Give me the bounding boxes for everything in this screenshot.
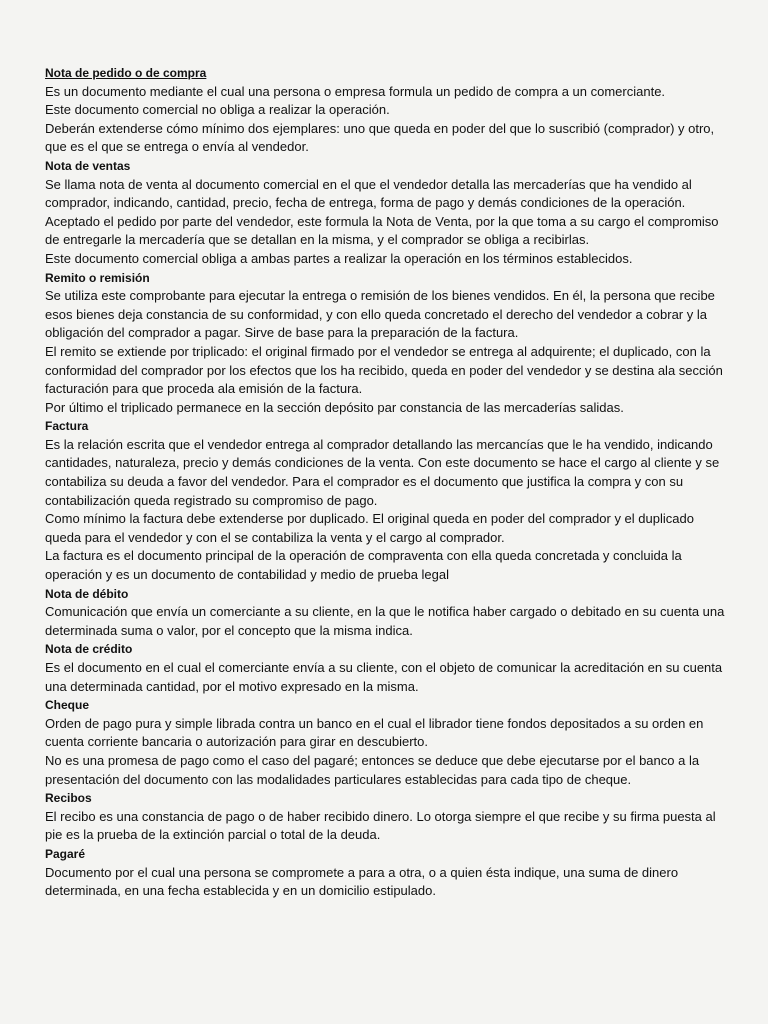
section-heading: Nota de pedido o de compra <box>45 66 207 80</box>
paragraph: Este documento comercial no obliga a realizar la operación. <box>45 102 390 118</box>
section-factura <box>45 417 730 584</box>
section-nota-de-ventas <box>45 157 730 269</box>
paragraph: La factura es el documento principal de la operación de compraventa con ella queda concretada y concluida la operación y es un documento de contabilidad y medio de prueba legal <box>45 548 682 583</box>
paragraph: Se llama nota de venta al documento comercial en el que el vendedor detalla las mercaderías que ha vendido al comprador, indicando, cantidad, precio, fecha de entrega, forma de pago y demás condiciones de la operación. <box>45 176 692 211</box>
section-pagare <box>45 845 730 901</box>
paragraph: Por último el triplicado permanece en la sección depósito par constancia de las mercaderías salidas. <box>45 399 624 415</box>
paragraph: Es un documento mediante el cual una persona o empresa formula un pedido de compra a un comerciante. <box>45 83 666 99</box>
section-heading: Remito o remisión <box>45 270 150 285</box>
section-heading: Nota de ventas <box>45 158 131 173</box>
section-heading: Nota de crédito <box>45 642 133 657</box>
paragraph: Deberán extenderse cómo mínimo dos ejemplares: uno que queda en poder del que lo suscribió (comprador) y otro, que es el que se entrega o envía al vendedor. <box>45 120 715 155</box>
paragraph: Documento por el cual una persona se compromete a para a otra, o a quien ésta indique, una suma de dinero determinada, en una fecha establecida y en un domicilio estipulado. <box>45 864 679 899</box>
section-heading: Factura <box>45 419 89 434</box>
section-heading: Pagaré <box>45 846 86 861</box>
section-nota-de-credito <box>45 640 730 696</box>
paragraph: Es el documento en el cual el comerciante envía a su cliente, con el objeto de comunicar la acreditación en su cuenta una determinada cantidad, por el motivo expresado en la misma. <box>45 660 723 694</box>
section-heading: Recibos <box>45 791 92 806</box>
section-recibos <box>45 789 730 845</box>
section-nota-de-pedido <box>45 64 730 157</box>
paragraph: Se utiliza este comprobante para ejecutar la entrega o remisión de los bienes vendidos. En él, la persona que recibe esos bienes deja constancia de su conformidad, y con ello queda concretado el derecho del vendedor a cobrar y la obligación del comprador a pagar. Sirve de base para la preparación de la factura. <box>45 288 715 341</box>
document-page <box>45 64 730 901</box>
paragraph: Este documento comercial obliga a ambas partes a realizar la operación en los términos establecidos. <box>45 250 633 266</box>
paragraph: El recibo es una constancia de pago o de haber recibido dinero. Lo otorga siempre el que recibe y su firma puesta al pie es la prueba de la extinción parcial o total de la deuda. <box>45 808 716 843</box>
paragraph: Aceptado el pedido por parte del vendedor, este formula la Nota de Venta, por la que toma a su cargo el compromiso de entregarle la mercadería que se detallan en la misma, y el comprador se obliga a recibirlas. <box>45 213 719 248</box>
section-heading: Nota de débito <box>45 586 129 601</box>
section-remito <box>45 269 730 418</box>
paragraph: Comunicación que envía un comerciante a su cliente, en la que le notifica haber cargado o debitado en su cuenta una determinada suma o valor, por el concepto que la misma indica. <box>45 604 725 638</box>
section-nota-de-debito <box>45 585 730 641</box>
paragraph: Como mínimo la factura debe extenderse por duplicado. El original queda en poder del comprador y el duplicado queda para el vendedor y con el se contabiliza la venta y el cargo al comprador. <box>45 511 694 545</box>
paragraph: Es la relación escrita que el vendedor entrega al comprador detallando las mercancías que le ha vendido, indicando cantidades, naturaleza, precio y demás condiciones de la venta. Con este documento se hace el cargo al cliente y se contabiliza su deuda a favor del vendedor. Para el comprador es el documento que justifica la compra y con su contabilización queda registrado su compromiso de pago. <box>45 436 720 508</box>
section-heading: Cheque <box>45 698 90 713</box>
paragraph: No es una promesa de pago como el caso del pagaré; entonces se deduce que debe ejecutarse por el banco a la presentación del documento con las modalidades particulares establecidas para cada tipo de cheque. <box>45 752 700 787</box>
section-cheque <box>45 696 730 789</box>
paragraph: Orden de pago pura y simple librada contra un banco en el cual el librador tiene fondos depositados a su orden en cuenta corriente bancaria o autorización para girar en descubierto. <box>45 715 704 750</box>
paragraph: El remito se extiende por triplicado: el original firmado por el vendedor se entrega al adquirente; el duplicado, con la conformidad del comprador por los efectos que los ha recibido, queda en poder del vendedor y se destina ala sección facturación para que proceda ala emisión de la factura. <box>45 343 723 397</box>
